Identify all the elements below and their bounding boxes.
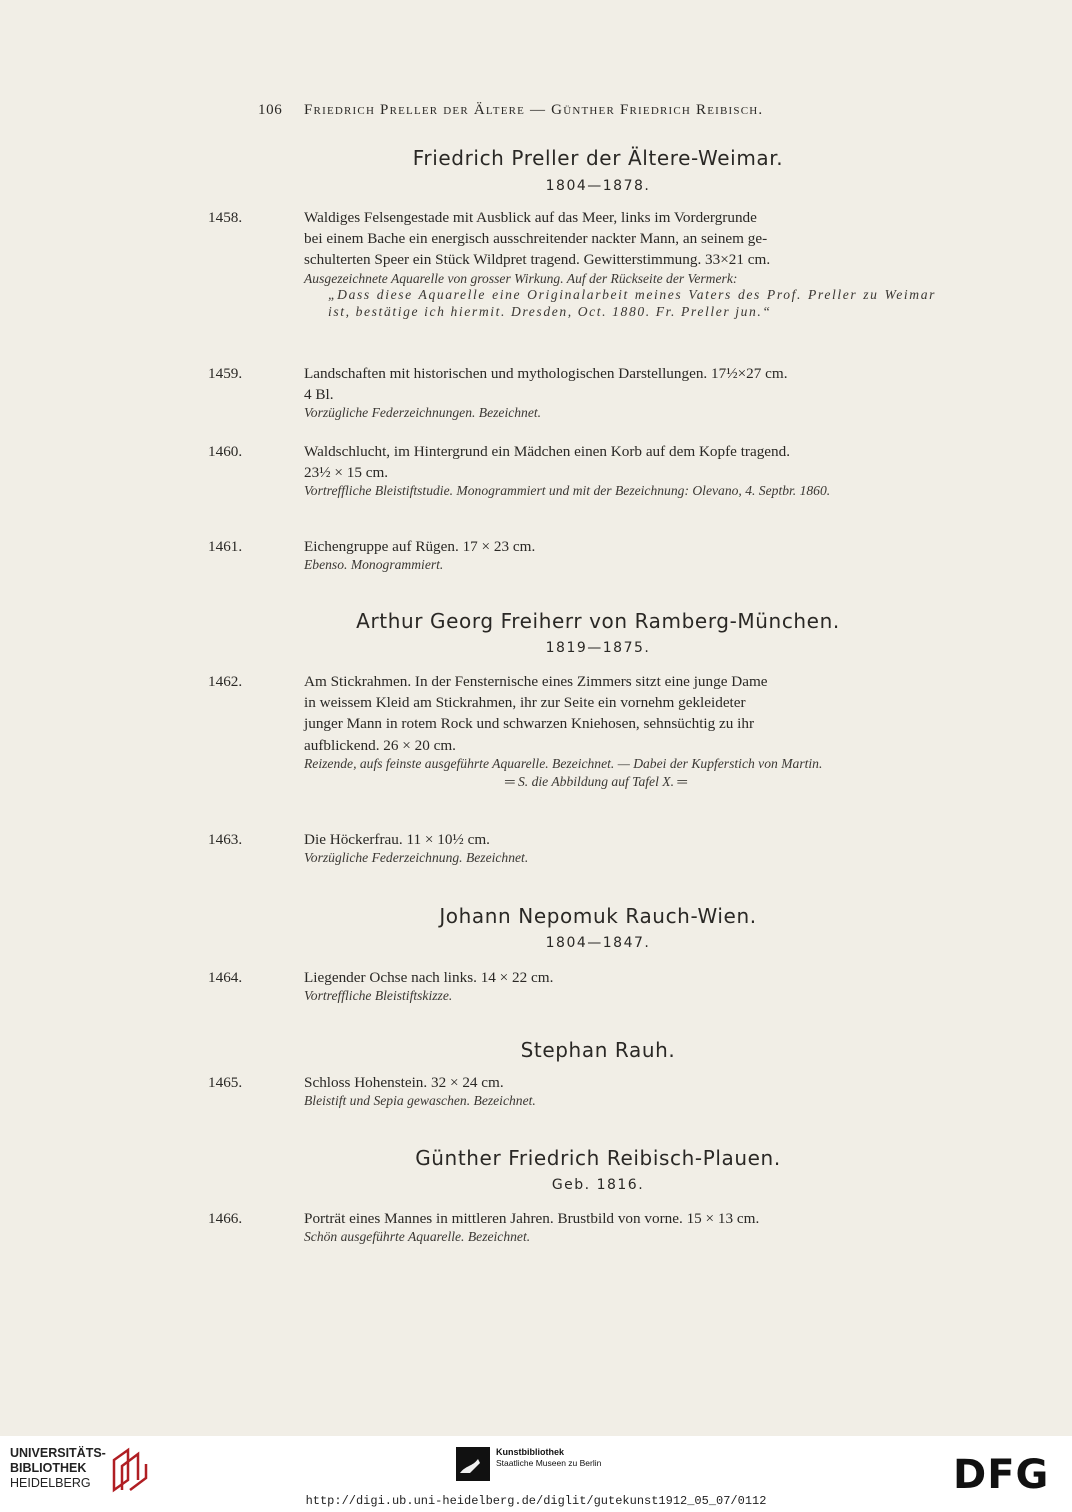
lot-text: Landschaften mit historischen und mythologischen Darstellungen. 17½×27 cm. — [304, 365, 788, 382]
ub-line3: HEIDELBERG — [10, 1476, 91, 1490]
lot-text: Die Höckerfrau. 11 × 10½ cm. — [304, 831, 490, 848]
lot-note: Vortreffliche Bleistiftstudie. Monogrammiert und mit der Bezeichnung: Olevano, 4. Septbr. 1860. — [304, 483, 831, 499]
lot-note: Vortreffliche Bleistiftskizze. — [304, 988, 453, 1004]
artist-heading-rauch: Johann Nepomuk Rauch-Wien. — [439, 904, 757, 928]
lot-text: Schloss Hohenstein. 32 × 24 cm. — [304, 1074, 504, 1091]
lot-note: Vorzügliche Federzeichnung. Bezeichnet. — [304, 850, 529, 866]
artist-heading-reibisch: Günther Friedrich Reibisch-Plauen. — [415, 1146, 781, 1170]
kb-line1: Kunstbibliothek — [496, 1447, 564, 1457]
kunstbibliothek-logo-text[interactable] — [496, 1447, 601, 1469]
lot-number: 1465. — [208, 1074, 243, 1091]
kunstbibliothek-logo-icon[interactable] — [456, 1447, 490, 1481]
artist-heading-rauh: Stephan Rauh. — [520, 1038, 676, 1062]
artist-dates-reibisch: Geb. 1816. — [551, 1177, 645, 1193]
lot-1461 — [208, 536, 936, 574]
lot-note: Schön ausgeführte Aquarelle. Bezeichnet. — [304, 1229, 531, 1245]
plate-reference: ═ S. die Abbildung auf Tafel X. ═ — [504, 774, 687, 790]
artist-dates-ramberg: 1819—1875. — [545, 640, 651, 656]
lot-number: 1466. — [208, 1210, 243, 1227]
lot-text: Porträt eines Mannes in mittleren Jahren. Brustbild von vorne. 15 × 13 cm. — [304, 1210, 760, 1227]
lot-1462 — [208, 671, 936, 792]
lot-1463 — [208, 829, 936, 867]
lot-number: 1461. — [208, 538, 243, 555]
lot-text: bei einem Bache ein energisch ausschreitender nackter Mann, an seinem ge- — [304, 230, 768, 248]
lot-1465 — [208, 1072, 936, 1110]
lot-note-quote: „Dass diese Aquarelle eine Originalarbeit meines Vaters des Prof. Preller zu Weimar ist, bestätige ich hiermit. Dresden, Oct. 1880. Fr. Preller jun.“ — [328, 287, 936, 319]
lot-text: 23½ × 15 cm. — [304, 464, 389, 482]
page-number: 106 — [258, 102, 283, 118]
lot-note: Ebenso. Monogrammiert. — [304, 557, 444, 573]
lot-number: 1464. — [208, 969, 243, 986]
lot-1466 — [208, 1208, 936, 1246]
lot-text: schulterten Speer ein Stück Wildpret tragend. Gewitterstimmung. 33×21 cm. — [304, 251, 771, 269]
page-url[interactable]: http://digi.ub.uni-heidelberg.de/diglit/gutekunst1912_05_07/0112 — [305, 1494, 767, 1508]
lot-1458 — [208, 207, 936, 320]
dfg-logo[interactable]: DFG — [953, 1452, 1050, 1498]
lot-note: Bleistift und Sepia gewaschen. Bezeichnet. — [304, 1093, 536, 1109]
lot-note: Vorzügliche Federzeichnungen. Bezeichnet. — [304, 405, 542, 421]
lot-text: Am Stickrahmen. In der Fensternische eines Zimmers sitzt eine junge Dame — [304, 673, 768, 690]
ub-line2: BIBLIOTHEK — [10, 1461, 87, 1475]
artist-heading-ramberg: Arthur Georg Freiherr von Ramberg-München. — [356, 609, 840, 633]
lot-number: 1462. — [208, 673, 243, 690]
lot-number: 1463. — [208, 831, 243, 848]
artist-dates-preller: 1804—1878. — [545, 178, 651, 194]
lot-text: junger Mann in rotem Rock und schwarzen Kniehosen, sehnsüchtig zu ihr — [304, 715, 755, 733]
ub-heidelberg-logo-icon[interactable] — [108, 1444, 152, 1494]
lot-1459 — [208, 363, 936, 422]
running-head — [258, 102, 938, 119]
lot-note: Ausgezeichnete Aquarelle von grosser Wirkung. Auf der Rückseite der Vermerk: — [304, 270, 738, 286]
lot-text: Waldiges Felsengestade mit Ausblick auf das Meer, links im Vordergrunde — [304, 209, 757, 226]
kb-line2: Staatliche Museen zu Berlin — [496, 1458, 602, 1468]
lot-1464 — [208, 967, 936, 1005]
lot-text: Liegender Ochse nach links. 14 × 22 cm. — [304, 969, 554, 986]
running-head-title: Friedrich Preller der Ältere — Günther Friedrich Reibisch. — [304, 102, 764, 118]
lot-number: 1458. — [208, 209, 243, 226]
lot-text: in weissem Kleid am Stickrahmen, ihr zur Seite ein vornehm gekleideter — [304, 694, 746, 712]
lot-text: aufblickend. 26 × 20 cm. — [304, 736, 456, 754]
lot-text: Eichengruppe auf Rügen. 17 × 23 cm. — [304, 538, 536, 555]
ub-heidelberg-logo-text[interactable] — [10, 1446, 106, 1491]
artist-dates-rauch: 1804—1847. — [545, 935, 651, 951]
lot-text: Waldschlucht, im Hintergrund ein Mädchen einen Korb auf dem Kopfe tragend. — [304, 443, 791, 460]
lot-text: 4 Bl. — [304, 386, 334, 404]
lot-1460 — [208, 441, 936, 500]
lot-note: Reizende, aufs feinste ausgeführte Aquarelle. Bezeichnet. — Dabei der Kupferstich von Martin. — [304, 755, 823, 771]
lot-number: 1460. — [208, 443, 243, 460]
artist-heading-preller: Friedrich Preller der Ältere-Weimar. — [412, 146, 784, 170]
ub-line1: UNIVERSITÄTS- — [10, 1446, 106, 1460]
lot-number: 1459. — [208, 365, 243, 382]
